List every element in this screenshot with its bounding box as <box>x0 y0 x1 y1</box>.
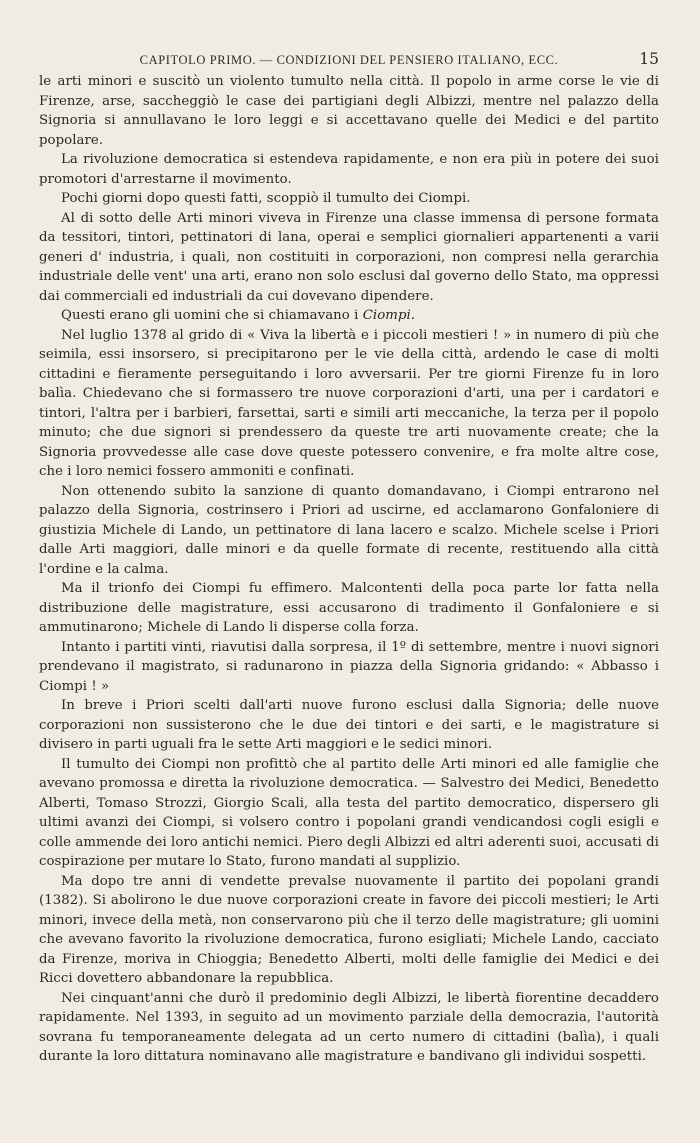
paragraph: Non ottenendo subito la sanzione di quanto domandavano, i Ciompi entrarono nel palazzo della Signoria, costrinsero i Priori ad uscirne, ed acclamarono Gonfaloniere di giustizia Michele di Lando, un pettinatore di lana lacero e scalzo. Michele scelse i Priori dalle Arti maggiori, dalle minori e da quelle formate di recente, restituendo alla città l'ordine e la calma. <box>39 483 659 577</box>
paragraph: Pochi giorni dopo questi fatti, scoppiò il tumulto dei Ciompi. <box>61 191 471 206</box>
ciompi-term: Ciompi. <box>362 308 416 323</box>
running-title: CAPITOLO PRIMO. — CONDIZIONI DEL PENSIERO ITALIANO, ECC. <box>139 53 559 67</box>
paragraph: La rivoluzione democratica si estendeva rapidamente, e non era più in potere dei suoi promotori d'arrestarne il movimento. <box>39 152 659 187</box>
paragraph: Al di sotto delle Arti minori viveva in Firenze una classe immensa di persone formata da tessitori, tintori, pettinatori di lana, operai e semplici giornalieri appartenenti a varii generi d' industria, i quali, non costituiti in corporazioni, non compresi nella gerarchia industriale delle vent' una arti, erano non solo esclusi dal governo dello Stato, ma oppressi dai commerciali ed industriali da cui dovevano dipendere. <box>39 210 659 304</box>
paragraph: In breve i Priori scelti dall'arti nuove furono esclusi dalla Signoria; delle nuove corporazioni non sussisterono che le due dei tintori e dei sarti, e le magistrature si divisero in parti uguali fra le sette Arti maggiori e le sedici minori. <box>39 698 659 752</box>
ciompi-line-text: Questi erano gli uomini che si chiamavano i <box>61 308 363 323</box>
paragraph: Intanto i partiti vinti, riavutisi dalla sorpresa, il 1º di settembre, mentre i nuovi signori prendevano il magistrato, si radunarono in piazza della Signoria gridando: « Abbasso i Ciompi ! » <box>39 639 659 694</box>
paragraph: Ma dopo tre anni di vendette prevalse nuovamente il partito dei popolani grandi (1382). Si abolirono le due nuove corporazioni create in favore dei piccoli mestieri; le Arti minori, invece della metà, non conservarono più che il terzo delle magistrature; gli uomini che avevano favorito la rivoluzione democratica, furono esigliati; Michele Lando, cacciato da Firenze, moriva in Chioggia; Benedetto Alberti, molti delle famiglie dei Medici e dei Ricci dovettero abbandonare la repubblica. <box>39 873 659 986</box>
paragraph: le arti minori e suscitò un violento tumulto nella città. Il popolo in arme corse le vie di Firenze, arse, saccheggiò le case dei partigiani degli Albizzi, mentre nel palazzo della Signoria si annullavano le loro leggi e si accettavano quelle dei Medici e del partito popolare. <box>39 74 659 148</box>
paragraph: Il tumulto dei Ciompi non profittò che al partito delle Arti minori ed alle famiglie che avevano promossa e diretta la rivoluzione democratica. — Salvestro dei Medici, Benedetto Alberti, Tomaso Strozzi, Giorgio Scali, alla testa del partito democratico, dispersero gli ultimi avanzi dei Ciompi, si volsero contro i popolani grandi vendicandosi cogli esigli e colle ammende dei loro antichi nemici. Piero degli Albizzi ed altri aderenti suoi, accusati di cospirazione per mutare lo Stato, furono mandati al supplizio. <box>39 756 659 869</box>
paragraph-ciompi <box>39 306 659 326</box>
book-page <box>39 50 659 1130</box>
paragraph: Nel luglio 1378 al grido di « Viva la libertà e i piccoli mestieri ! » in numero di più che seimila, essi insorsero, si precipitarono per le vie della città, ardendo le case di molti cittadini e fieramente perseguitando i loro avversarii. Per tre giorni Firenze fu in loro balìa. Chiedevano che si formassero tre nuove corporazioni d'arti, una per i cardatori e tintori, l'altra per i barbieri, farsettai, sarti e simili arti meccaniche, la terza per il popolo minuto; che due signori si prendessero da queste tre arti nuovamente create; che la Signoria provvedesse alle case dove queste potessero convenire, e fra molte altre cose, che i loro nemici fossero ammoniti e confinati. <box>39 327 659 479</box>
paragraph: Nei cinquant'anni che durò il predominio degli Albizzi, le libertà fiorentine decaddero rapidamente. Nel 1393, in seguito ad un movimento parziale della democrazia, l'autorità sovrana fu temporaneamente delegata ad un certo numero di cittadini (balìa), i quali durante la loro dittatura nominavano alle magistrature e bandivano gli individui sospetti. <box>39 990 659 1064</box>
paragraph: Ma il trionfo dei Ciompi fu effimero. Malcontenti della poca parte lor fatta nella distribuzione delle magistrature, essi accusarono di tradimento il Gonfaloniere e si ammutinarono; Michele di Lando li disperse colla forza. <box>39 581 659 635</box>
body-text <box>39 72 659 1067</box>
running-header <box>39 50 659 72</box>
page-number: 15 <box>639 50 659 68</box>
